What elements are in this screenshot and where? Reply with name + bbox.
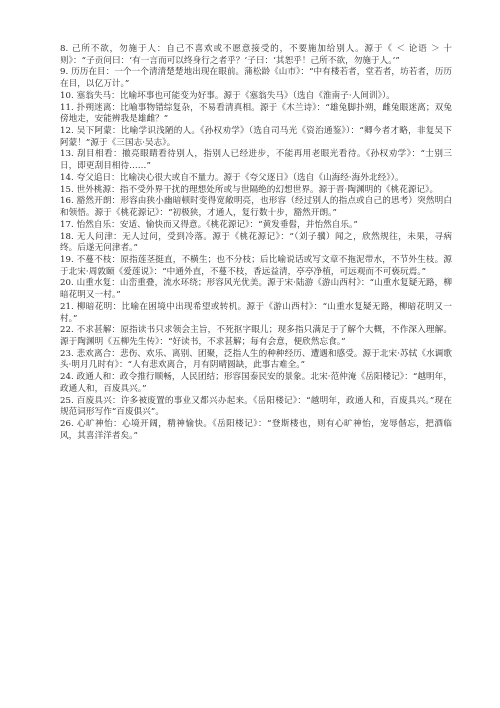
idiom-entry-8: 8. 己所不欲，勿施于人：自己不喜欢或不愿意接受的，不要施加给别人。源于《 ＜ 论语 ＞ 十则》：“子贡问曰：‘有一言而可以终身行之者乎？’子曰：‘其恕乎！己所不欲，勿施于人。’” (60, 44, 452, 66)
idiom-entry-22: 22. 不求甚解：原指读书只求领会主旨，不死抠字眼儿；现多指只满足于了解个大概，不作深入理解。源于陶渊明《五柳先生传》：“好读书，不求甚解；每有会意，便欣然忘食。” (60, 325, 452, 347)
idiom-entry-10: 10. 塞翁失马：比喻坏事也可能变为好事。源于《塞翁失马》（选自《淮南子·人间训》）。 (60, 90, 395, 101)
idiom-entry-17: 17. 怡然自乐：安适、愉快而又得意。《桃花源记》：“黄发垂髫，并怡然自乐。” (60, 219, 358, 230)
idiom-entry-21: 21. 柳暗花明：比喻在困境中出现希望或转机。源于《游山西村》：“山重水复疑无路，柳暗花明又一村。” (60, 301, 452, 324)
idiom-entry-14: 14. 夸父追日：比喻决心很大或自不量力。源于《夸父逐日》（选自《山海经·海外北经》）。 (60, 172, 404, 183)
idiom-entry-9: 9. 历历在目：一个一个清清楚楚地出现在眼前。蒲松龄《山市》：“中有楼若者，堂若者，坊若者，历历在目，以亿万计。” (60, 67, 452, 90)
idiom-entry-25: 25. 百废具兴：许多被废置的事业又都兴办起来。《岳阳楼记》：“越明年，政通人和，百废具兴。”现在规范词形写作“百废俱兴”。 (60, 395, 452, 418)
idiom-entry-20: 20. 山重水复：山峦重叠，流水环绕；形容风光优美。源于宋·陆游《游山西村》：“山重水复疑无路，柳暗花明又一村。” (60, 278, 452, 301)
idiom-entry-11: 11. 扑朔迷离：比喻事物错综复杂，不易看清真相。源于《木兰诗》：“雄兔脚扑朔，雌兔眼迷离；双兔傍地走，安能辨我是雄雌？” (60, 102, 452, 125)
idiom-entry-12: 12. 吴下阿蒙：比喻学识浅陋的人。《孙权劝学》（选自司马光《资治通鉴》）：“卿今者才略，非复吴下阿蒙！”源于《三国志·吴志》。 (60, 126, 452, 148)
idiom-entry-24: 24. 政通人和：政令推行顺畅，人民团结；形容国泰民安的景象。北宋·范仲淹《岳阳楼记》：“越明年，政通人和，百废具兴。” (60, 372, 452, 394)
idiom-entry-23: 23. 悲欢离合：悲伤、欢乐、离别、团聚，泛指人生的种种经历、遭遇和感受。源于北宋·苏轼《水调歌头·明月几时有》：“人有悲欢离合，月有阴晴圆缺，此事古难全。” (60, 348, 452, 371)
idiom-document (60, 44, 452, 442)
idiom-entry-19: 19. 不蔓不枝：原指莲茎挺直，不横生；也不分枝；后比喻说话或写文章不拖泥带水，不节外生枝。源于北宋·周敦颐《爱莲说》：“中通外直，不蔓不枝，香远益清，亭亭净植，可远观而不可亵玩焉。” (60, 254, 452, 277)
idiom-entry-18: 18. 无人问津：无人过问，受到冷落。源于《桃花源记》：“（刘子骥）闻之，欣然规往，未果，寻病终。后遂无问津者。” (60, 231, 452, 254)
idiom-entry-13: 13. 刮目相看：撤亮眼睛看待别人，指别人已经进步，不能再用老眼光看待。《孙权劝学》：“士别三日，即更刮目相待……” (60, 149, 452, 172)
idiom-entry-16: 16. 豁然开朗：形容由狭小幽暗顿时变得宽敞明亮，也形容（经过别人的指点或自己的思考）突然明白和领悟。源于《桃花源记》：“初极狭，才通人，复行数十步，豁然开朗。” (60, 196, 452, 219)
idiom-entry-26: 26. 心旷神怡：心境开阔，精神愉快。《岳阳楼记》：“登斯楼也，则有心旷神怡，宠辱偕忘，把酒临风，其喜洋洋者矣。” (60, 419, 452, 441)
idiom-entry-15: 15. 世外桃源：指不受外界干扰的理想处所或与世隔绝的幻想世界。源于晋·陶渊明的《桃花源记》。 (60, 184, 439, 195)
